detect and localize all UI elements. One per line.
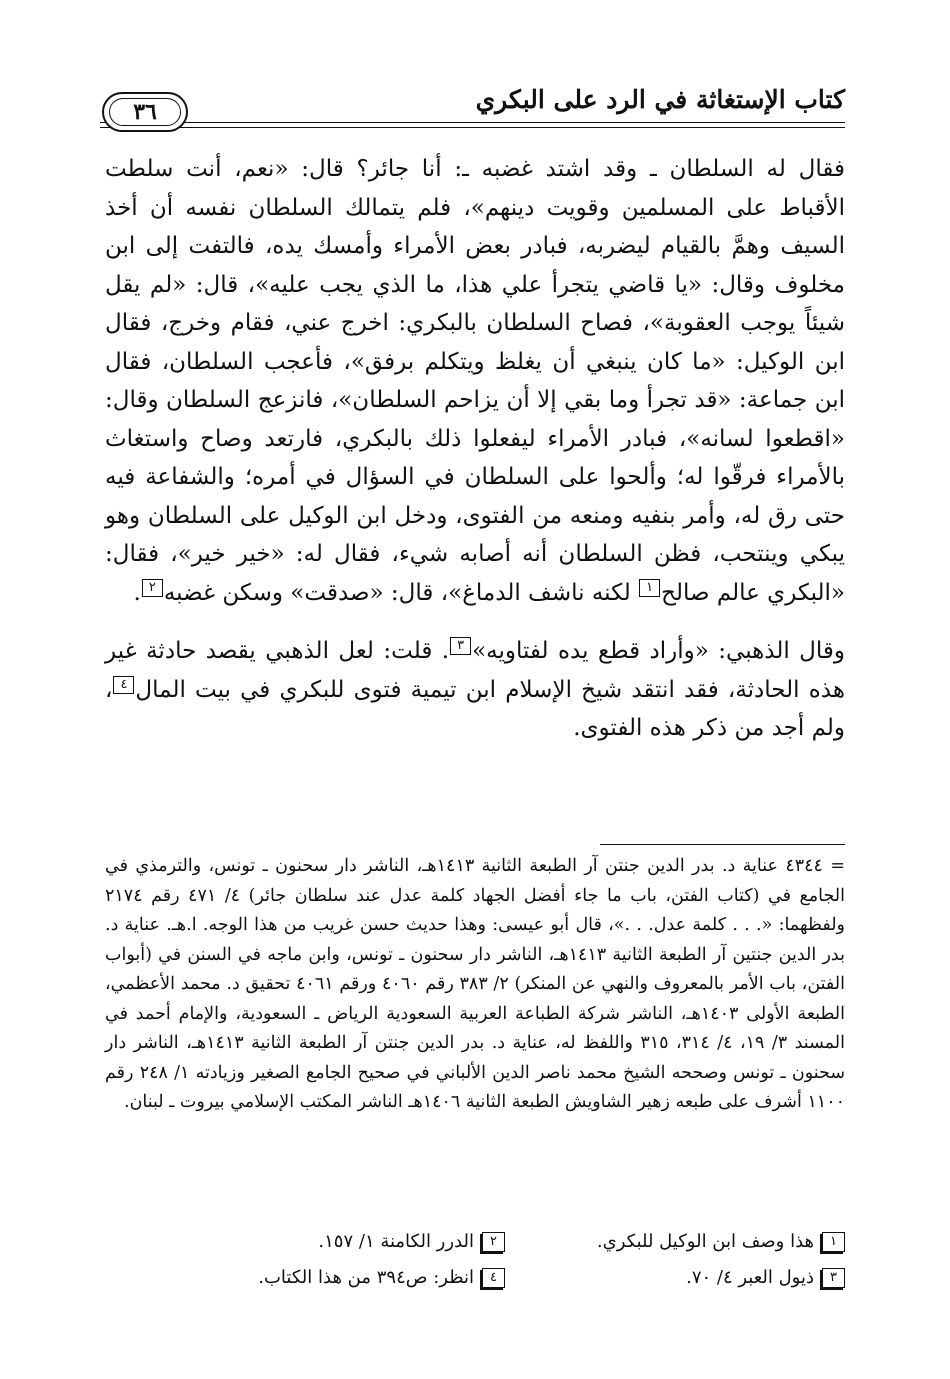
footnote-number-4: ٤ xyxy=(482,1268,505,1288)
paragraph-1-part-2: لكنه ناشف الدماغ»، قال: «صدقت» وسكن غضبه xyxy=(163,579,639,606)
footnote-ref-1[interactable]: ١ xyxy=(639,579,660,597)
main-text xyxy=(105,150,845,748)
page-number: ٣٦ xyxy=(109,98,181,126)
header-rule-bottom xyxy=(100,127,845,128)
footnote-item-1 xyxy=(525,1224,845,1260)
book-title: كتاب الإستغاثة في الرد على البكري xyxy=(466,84,845,116)
page-header xyxy=(100,78,845,134)
footnote-number-3: ٣ xyxy=(822,1268,845,1288)
footnote-separator xyxy=(600,844,845,845)
paragraph-2-part-3: ، ولم أجد من ذكر هذه الفتوى. xyxy=(105,676,845,741)
footnote-list xyxy=(185,1224,845,1296)
footnote-text-2: الدرر الكامنة ١/ ١٥٧. xyxy=(318,1231,475,1252)
header-rule-top xyxy=(100,122,845,123)
paragraph-2-part-1: وقال الذهبي: «وأراد قطع يده لفتاويه» xyxy=(472,638,846,664)
paragraph-1-part-1: فقال له السلطان ـ وقد اشتد غضبه ـ: أنا جائر؟ قال: «نعم، أنت سلطت الأقباط على المسلمين وقويت دينهم»، فلم يتمالك السلطان نفسه أن أخذ السيف وهمَّ بالقيام ليضربه، فبادر بعض الأمراء وأمسك يده، فالتفت إلى ابن مخلوف وقال: «يا قاضي يتجرأ علي هذا، ما الذي يجب عليه»، قال: «لم يقل شيئاً يوجب العقوبة»، فصاح السلطان بالبكري: اخرج عني، فقام وخرج، فقال ابن الوكيل: «ما كان ينبغي أن يغلظ ويتكلم برفق»، فأعجب السلطان، فقال ابن جماعة: «قد تجرأ وما بقي إلا أن يزاحم السلطان»، فانزعج السلطان وقال: «اقطعوا لسانه»، فبادر الأمراء ليفعلوا ذلك بالبكري، فارتعد وصاح واستغاث بالأمراء فرقّوا له؛ وألحوا على السلطان في السؤال في أمره؛ والشفاعة فيه حتى رق له، وأمر بنفيه ومنعه من الفتوى، ودخل ابن الوكيل على السلطان وهو يبكي وينتحب، فظن السلطان أنه أصابه شيء، فقال له: «خير خير»، فقال: «البكري عالم صالح xyxy=(105,156,845,606)
footnotes xyxy=(105,852,845,1118)
footnote-number-1: ١ xyxy=(822,1232,845,1252)
footnote-item-3 xyxy=(525,1260,845,1296)
footnote-ref-2[interactable]: ٢ xyxy=(142,579,163,597)
footnote-item-2 xyxy=(185,1224,505,1260)
footnote-ref-3[interactable]: ٣ xyxy=(450,637,471,655)
footnote-number-2: ٢ xyxy=(482,1232,505,1252)
footnote-ref-4[interactable]: ٤ xyxy=(113,676,134,694)
footnote-item-4 xyxy=(185,1260,505,1296)
paragraph-2-part-2: . قلت: لعل الذهبي يقصد حادثة غير هذه الحادثة، فقد انتقد شيخ الإسلام ابن تيمية فتوى للبكري في بيت المال xyxy=(105,638,845,703)
page-number-badge xyxy=(102,92,188,132)
footnote-text-3: ذيول العبر ٤/ ٧٠. xyxy=(686,1267,815,1288)
footnote-text-4: انظر: ص٣٩٤ من هذا الكتاب. xyxy=(258,1267,475,1288)
footnote-continued: = ٤٣٤٤ عناية د. بدر الدين جنتن آر الطبعة الثانية ١٤١٣هـ، الناشر دار سحنون ـ تونس، والترمذي في الجامع في (كتاب الفتن، باب ما جاء أفضل الجهاد كلمة عدل عند سلطان جائر) ٤/ ٤٧١ رقم ٢١٧٤ ولفظهما: «. . . كلمة عدل. . .»، قال أبو عيسى: وهذا حديث حسن غريب من هذا الوجه. ا.هـ. عناية د. بدر الدين جنتين آر الطبعة الثانية ١٤١٣هـ، الناشر دار سحنون ـ تونس، وابن ماجه في السنن في (أبواب الفتن، باب الأمر بالمعروف والنهي عن المنكر) ٢/ ٣٨٣ رقم ٤٠٦٠ ورقم ٤٠٦١ تحقيق د. محمد الأعظمي، الطبعة الأولى ١٤٠٣هـ، الناشر شركة الطباعة العربية السعودية الرياض ـ السعودية، والإمام أحمد في المسند ٣/ ١٩، ٤/ ٣١٤، ٣١٥ واللفظ له، عناية د. بدر الدين جنتن آر الطبعة الثانية ١٤١٣هـ، الناشر دار سحنون ـ تونس وصححه الشيخ محمد ناصر الدين الألباني في صحيح الجامع الصغير وزيادته ١/ ٢٤٨ رقم ١١٠٠ أشرف على طبعه زهير الشاويش الطبعة الثانية ١٤٠٦هـ الناشر المكتب الإسلامي بيروت ـ لبنان. xyxy=(105,856,846,1112)
paragraph-1 xyxy=(105,150,845,612)
paragraph-2 xyxy=(105,632,845,748)
paragraph-1-part-3: . xyxy=(133,579,141,606)
footnote-text-1: هذا وصف ابن الوكيل للبكري. xyxy=(596,1231,815,1252)
